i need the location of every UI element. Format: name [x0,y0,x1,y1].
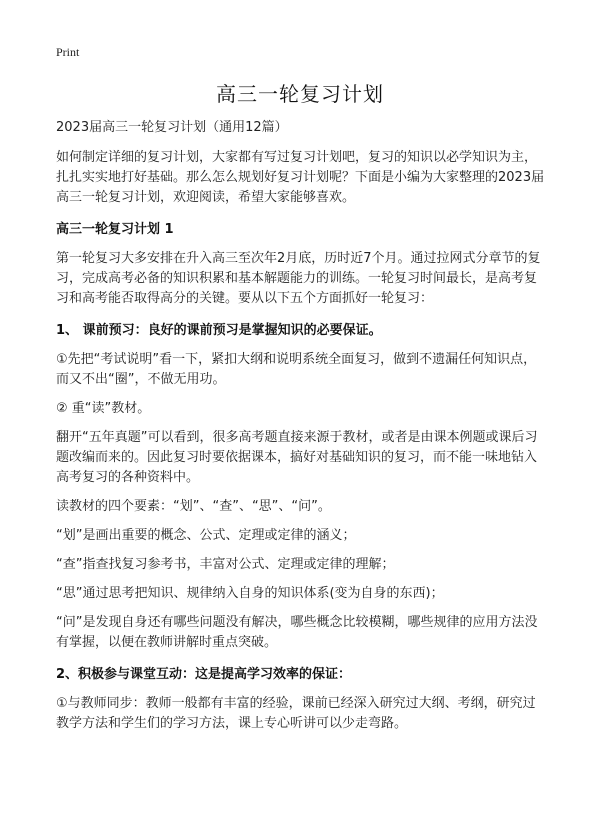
page-title: 高三一轮复习计划 [216,82,384,106]
intro-paragraph: 如何制定详细的复习计划，大家都有写过复习计划吧，复习的知识以必学知识为主，扎扎实实地打好基础。那么怎么规划好复习计划呢？下面是小编为大家整理的2023届高三一轮复习计划，欢迎阅读，希望大家能够喜欢。 [56,150,545,205]
plan-paragraph: 第一轮复习大多安排在升入高三至次年2月底，历时近7个月。通过拉网式分章节的复习，完成高考必备的知识积累和基本解题能力的训练。一轮复习时间最长，是高考复习和高考能否取得高分的关键。要从以下五个方面抓好一轮复习： [56,251,541,306]
section-1-heading: 1、 课前预习：良好的课前预习是掌握知识的必要保证。 [56,323,382,338]
document-body [56,118,548,743]
section-1-item-2: ② 重“读”教材。 [56,401,151,416]
element-hua: “划”是画出重要的概念、公式、定理或定律的涵义； [56,528,356,543]
document-subtitle: 2023届高三一轮复习计划（通用12篇） [56,120,288,135]
plan-heading: 高三一轮复习计划 1 [56,222,174,237]
section-2-item-1: ①与教师同步：教师一般都有丰富的经验，课前已经深入研究过大纲、考纲，研究过教学方法和学生们的学习方法，课上专心听讲可以少走弯路。 [56,696,536,731]
element-cha: “查”指查找复习参考书，丰富对公式、定理或定律的理解； [56,557,395,572]
reading-elements: 读教材的四个要素：“划”、“查”、“思”、“问”。 [56,499,331,514]
section-1-paragraph: 翻开“五年真题”可以看到，很多高考题直接来源于教材，或者是由课本例题或课后习题改编而来的。因此复习时要依据课本，搞好对基础知识的复习，而不能一味地钻入高考复习的各种资料中。 [56,430,538,485]
section-1-item-1: ①先把“考试说明”看一下，紧扣大纲和说明系统全面复习，做到不遗漏任何知识点，而又不出“圈”，不做无用功。 [56,352,537,387]
section-2-heading: 2、积极参与课堂互动：这是提高学习效率的保证： [56,667,352,682]
element-wen: “问”是发现自身还有哪些问题没有解决，哪些概念比较模糊，哪些规律的应用方法没有掌握，以便在教师讲解时重点突破。 [56,615,538,650]
element-si: “思”通过思考把知识、规律纳入自身的知识体系(变为自身的东西)； [56,586,444,601]
print-link[interactable]: Print [56,45,80,59]
